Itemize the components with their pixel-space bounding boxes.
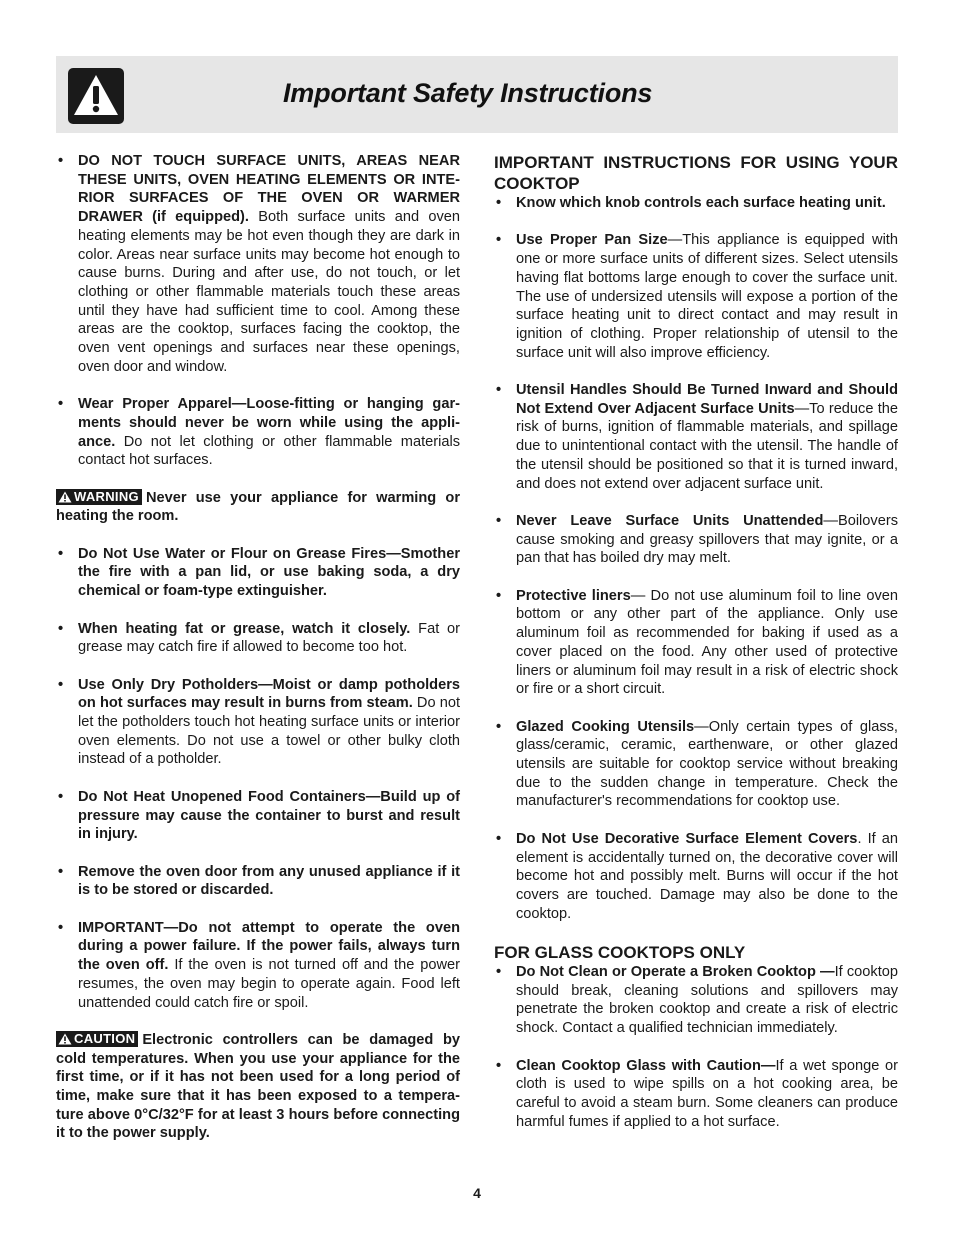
cooktop-item-handles: • Utensil Handles Should Be Turned Inward and Should Not Extend Over Adjacent Surface Units—To reduce the risk of burns, ignition of flammable materials, and spillage due to unintentional contact with the utensil. The handle of the utensil should be positioned so that it is turned inward, and does not extend over adjacent surface unit.: [494, 381, 898, 493]
warning-exclamation-icon: [68, 68, 124, 124]
page-title: Important Safety Instructions: [283, 78, 653, 108]
safety-item-potholders: • Use Only Dry Potholders—Moist or damp potholders on hot surfaces may result in burns from steam. Do not let the potholders touch hot heating surface units or interior oven elements. Do not use a towel or other bulky cloth instead of a potholder.: [56, 676, 460, 770]
page-number: 4: [473, 1185, 481, 1201]
section-heading-glass-cooktops: FOR GLASS COOKTOPS ONLY: [494, 943, 746, 963]
section-heading-cooktop: IMPORTANT INSTRUCTIONS FOR USING YOUR COOKTOP: [494, 153, 898, 193]
caution-notice: CAUTION Electronic controllers can be damaged by cold temperatures. When you use your appliance for the first time, or if it has not been used for a long period of time, make sure that it has been exposed to a tempera-ture above 0°C/32°F for at least 3 hours before connecting it to the power supply.: [56, 1030, 460, 1142]
safety-item-grease-fires: • Do Not Use Water or Flour on Grease Fires—Smother the fire with a pan lid, or use baking soda, a dry chemical or foam-type extinguisher.: [56, 545, 460, 601]
warning-notice: WARNING Never use your appliance for warming or heating the room.: [56, 488, 460, 525]
safety-item-food-containers: • Do Not Heat Unopened Food Containers—Build up of pressure may cause the container to burst and result in injury.: [56, 788, 460, 844]
cooktop-item-glazed-utensils: • Glazed Cooking Utensils—Only certain types of glass, glass/ceramic, ceramic, earthenware, or other glazed utensils are suitable for cooktop service without breaking due to the sudden change in temperature. Check the manufacturer's recommendations for cooktop use.: [494, 718, 898, 812]
safety-item-oven-door: • Remove the oven door from any unused appliance if it is to be stored or discarded.: [56, 863, 460, 900]
cooktop-item-decorative-covers: • Do Not Use Decorative Surface Element Covers. If an element is accidentally turned on, the decorative cover will become hot and possibly melt. Burns will occur if the hot covers are touched. Damage may also be done to the cooktop.: [494, 830, 898, 924]
safety-item-fat-grease: • When heating fat or grease, watch it closely. Fat or grease may catch fire if allowed to become too hot.: [56, 620, 460, 657]
cooktop-item-unattended: • Never Leave Surface Units Unattended—Boilovers cause smoking and greasy spillovers that may ignite, or a pan that has boiled dry may melt.: [494, 512, 898, 568]
glass-item-broken-cooktop: • Do Not Clean or Operate a Broken Cooktop —If cooktop should break, cleaning solutions and spillovers may penetrate the broken cooktop and create a risk of electric shock. Contact a qualified technician immediately.: [494, 963, 898, 1038]
safety-item-power-failure: • IMPORTANT—Do not attempt to operate the oven during a power failure. If the power fails, always turn the oven off. If the oven is not turned off and the power resumes, the oven may begin to operate again. Food left unattended could catch fire or spoil.: [56, 919, 460, 1013]
warning-badge: WARNING: [56, 489, 142, 505]
cooktop-item-pan-size: • Use Proper Pan Size—This appliance is equipped with one or more surface units of different sizes. Select utensils having flat bottoms large enough to cover the surface unit. The use of undersized utensils will expose a portion of the surface heating unit to direct contact and may result in ignition of clothing. Proper relationship of utensil to the surface unit will also improve efficiency.: [494, 231, 898, 362]
cooktop-item-liners: • Protective liners— Do not use aluminum foil to line oven bottom or any other part of the appliance. Only use aluminum foil as recommended for baking if used as a cover placed on the food. Any other used of protective liners or aluminum foil may result in a risk of electric shock or fire or a short circuit.: [494, 587, 898, 699]
page-header: [56, 56, 898, 133]
caution-triangle-icon: [58, 1033, 72, 1045]
safety-item-surface-units: • DO NOT TOUCH SURFACE UNITS, AREAS NEAR THESE UNITS, OVEN HEATING ELEMENTS OR INTE-RIOR SURFACES OF THE OVEN OR WARMER DRAWER (if equipped). Both surface units and oven heating elements may be hot even though they are dark in color. Areas near surface units may become hot enough to cause burns. During and after use, do not touch, or let clothing or other flammable materials touch these areas until they have had sufficient time to cool. Among these areas are the cooktop, surfaces facing the cooktop, the oven vent openings and surfaces near these openings, oven door and window.: [56, 152, 460, 376]
safety-item-apparel: • Wear Proper Apparel—Loose-fitting or hanging gar-ments should never be worn while using the appli-ance. Do not let clothing or other flammable materials contact hot surfaces.: [56, 395, 460, 470]
glass-item-clean-caution: • Clean Cooktop Glass with Caution—If a wet sponge or cloth is used to wipe spills on a hot cooking area, be careful to avoid a steam burn. Some cleaners can produce harmful fumes if applied to a hot surface.: [494, 1057, 898, 1132]
cooktop-item-knob: • Know which knob controls each surface heating unit.: [494, 194, 898, 213]
right-column: [494, 152, 898, 1150]
warning-triangle-icon: [58, 491, 72, 503]
left-column: [56, 152, 460, 1162]
caution-badge: CAUTION: [56, 1031, 138, 1047]
